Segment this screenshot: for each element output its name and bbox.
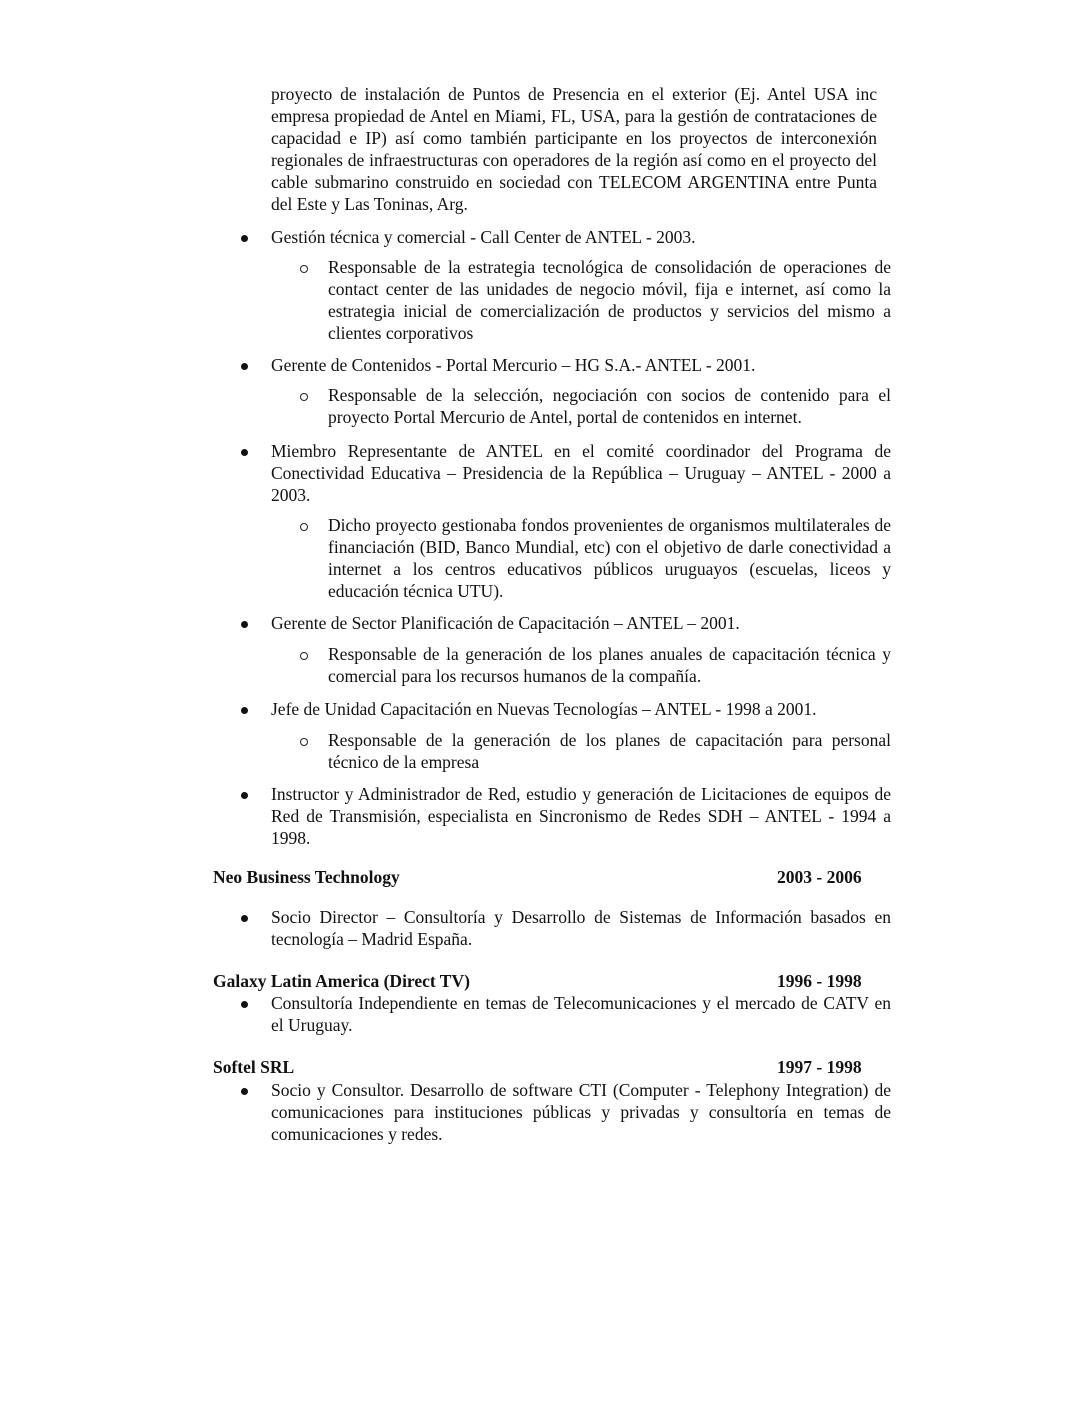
- bullet-dot-icon: [241, 363, 248, 370]
- sub-bullet-circle-icon: [300, 523, 308, 531]
- company-bullet: Consultoría Independiente en temas de Telecomunicaciones y el mercado de CATV en el Uruguay.: [271, 993, 891, 1035]
- sub-bullet-circle-icon: [300, 738, 308, 746]
- sub-bullet-circle-icon: [300, 393, 308, 401]
- bullet-dot-icon: [241, 449, 248, 456]
- antel-item: Instructor y Administrador de Red, estudio y generación de Licitaciones de equipos de Red de Transmisión, especialista en Sincronismo de Redes SDH – ANTEL - 1994 a 1998.: [271, 784, 891, 848]
- antel-item: Jefe de Unidad Capacitación en Nuevas Tecnologías – ANTEL - 1998 a 2001.: [271, 699, 817, 719]
- company-years: 2003 - 2006: [777, 867, 862, 887]
- bullet-dot-icon: [241, 707, 248, 714]
- bullet-dot-icon: [241, 621, 248, 628]
- company-years: 1996 - 1998: [777, 971, 862, 991]
- antel-subitem: Responsable de la generación de los planes de capacitación para personal técnico de la empresa: [328, 730, 891, 772]
- company-name: Galaxy Latin America (Direct TV): [213, 971, 470, 991]
- bullet-dot-icon: [241, 1088, 248, 1095]
- company-bullet: Socio y Consultor. Desarrollo de software CTI (Computer - Telephony Integration) de comunicaciones para instituciones públicas y privadas y consultoría en temas de comunicaciones y redes.: [271, 1080, 891, 1144]
- bullet-dot-icon: [241, 792, 248, 799]
- company-name: Softel SRL: [213, 1057, 295, 1077]
- bullet-dot-icon: [241, 1001, 248, 1008]
- antel-subitem: Responsable de la generación de los planes anuales de capacitación técnica y comercial para los recursos humanos de la compañía.: [328, 644, 891, 686]
- antel-subitem: Responsable de la estrategia tecnológica de consolidación de operaciones de contact center de las unidades de negocio móvil, fija e internet, así como la estrategia inicial de comercialización de productos y servicios del mismo a clientes corporativos: [328, 257, 891, 343]
- intro-paragraph: proyecto de instalación de Puntos de Presencia en el exterior (Ej. Antel USA inc empresa propiedad de Antel en Miami, FL, USA, para la gestión de contrataciones de capacidad e IP) así como también participante en los proyectos de interconexión regionales de infraestructuras con operadores de la región así como en el proyecto del cable submarino construido en sociedad con TELECOM ARGENTINA entre Punta del Este y Las Toninas, Arg.: [271, 84, 877, 214]
- company-name: Neo Business Technology: [213, 867, 400, 887]
- antel-subitem: Responsable de la selección, negociación con socios de contenido para el proyecto Portal Mercurio de Antel, portal de contenidos en internet.: [328, 385, 891, 427]
- antel-item: Miembro Representante de ANTEL en el comité coordinador del Programa de Conectividad Educativa – Presidencia de la República – Uruguay – ANTEL - 2000 a 2003.: [271, 441, 891, 505]
- sub-bullet-circle-icon: [300, 652, 308, 660]
- antel-item: Gerente de Contenidos - Portal Mercurio – HG S.A.- ANTEL - 2001.: [271, 355, 756, 375]
- antel-item: Gerente de Sector Planificación de Capacitación – ANTEL – 2001.: [271, 613, 740, 633]
- bullet-dot-icon: [241, 235, 248, 242]
- bullet-dot-icon: [241, 915, 248, 922]
- sub-bullet-circle-icon: [300, 265, 308, 273]
- antel-subitem: Dicho proyecto gestionaba fondos provenientes de organismos multilaterales de financiación (BID, Banco Mundial, etc) con el objetivo de darle conectividad a internet a los centros educativos públicos uruguayos (escuelas, liceos y educación técnica UTU).: [328, 515, 891, 601]
- antel-item: Gestión técnica y comercial - Call Center de ANTEL - 2003.: [271, 227, 696, 247]
- company-bullet: Socio Director – Consultoría y Desarrollo de Sistemas de Información basados en tecnología – Madrid España.: [271, 907, 891, 949]
- company-years: 1997 - 1998: [777, 1057, 862, 1077]
